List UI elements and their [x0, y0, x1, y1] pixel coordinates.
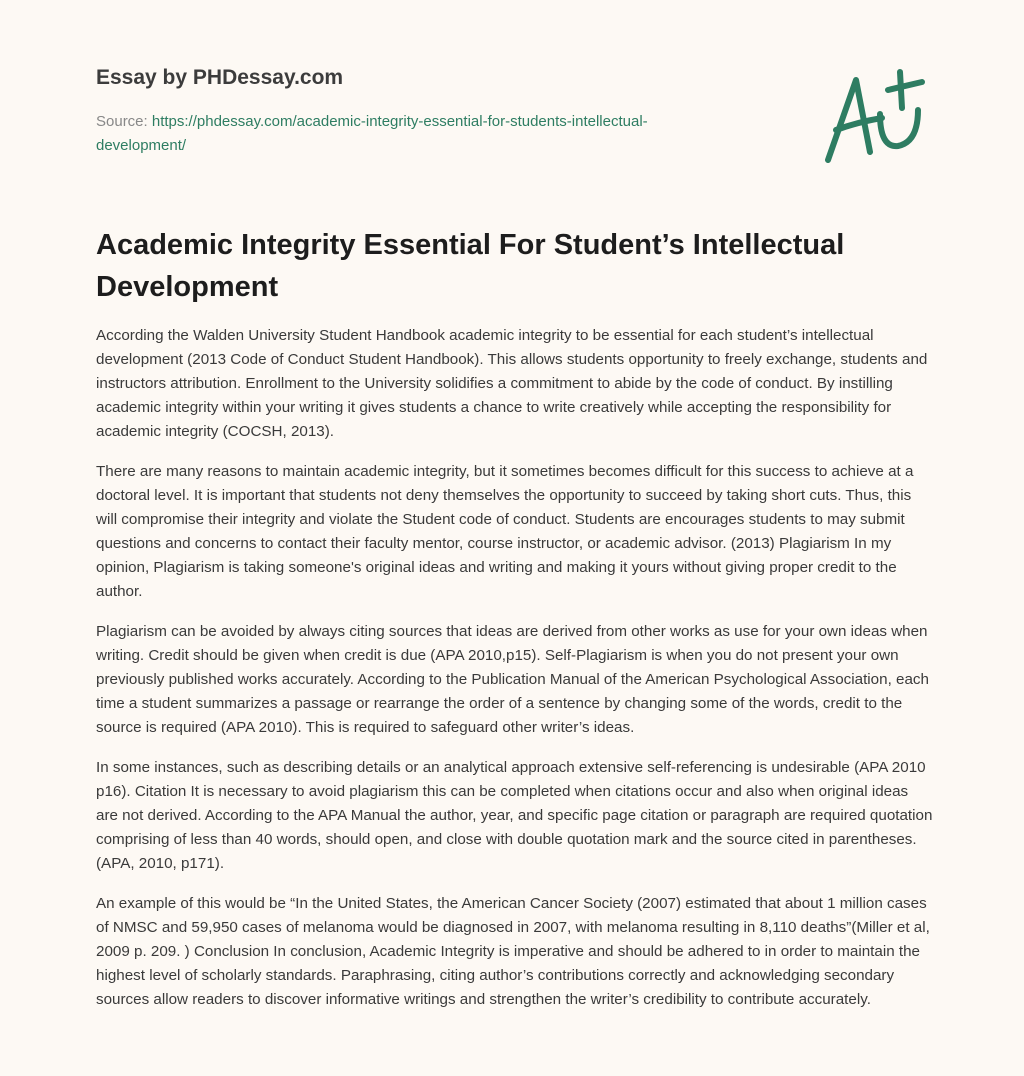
paragraph: In some instances, such as describing details or an analytical approach extensive self-referencing is undesirable (APA 2010 p16). Citation It is necessary to avoid plagiarism this can be completed when citations occur and also when original ideas are not derived. According to the APA Manual the author, year, and specific page citation or paragraph are required quotation comprising of less than 40 words, should open, and close with double quotation mark and the source cited in parentheses. (APA, 2010, p171). [96, 759, 933, 872]
source-label: Source: [96, 113, 148, 130]
article-title: Academic Integrity Essential For Student’s Intellectual Development [96, 229, 845, 303]
source-line [96, 110, 736, 158]
source-link[interactable]: https://phdessay.com/academic-integrity-essential-for-students-intellectual-development/ [96, 113, 648, 154]
paragraph: Plagiarism can be avoided by always citing sources that ideas are derived from other works as use for your own ideas when writing. Credit should be given when credit is due (APA 2010,p15). Self-Plagiarism is when you do not present your own previously published works accurately. According to the Publication Manual of the American Psychological Association, each time a student summarizes a passage or rearrange the order of a sentence by changing some of the words, credit to the source is required (APA 2010). This is required to safeguard other writer’s ideas. [96, 623, 929, 736]
paragraph: An example of this would be “In the United States, the American Cancer Society (2007) estimated that about 1 million cases of NMSC and 59,950 cases of melanoma would be diagnosed in 2007, with melanoma resulting in 8,110 deaths”(Miller et al, 2009 p. 209. ) Conclusion In conclusion, Academic Integrity is imperative and should be adhered to in order to maintain the highest level of scholarly standards. Paraphrasing, citing author’s contributions correctly and acknowledging secondary sources allow readers to discover informative writings and strengthen the writer’s credibility to contribute accurately. [96, 895, 930, 1008]
article-body [96, 324, 934, 1028]
site-brand: Essay by PHDessay.com [96, 66, 344, 89]
paragraph: There are many reasons to maintain academic integrity, but it sometimes becomes difficult for this success to achieve at a doctoral level. It is important that students not deny themselves the opportunity to succeed by taking short cuts. Thus, this will compromise their integrity and violate the Student code of conduct. Students are encourages students to may submit questions and concerns to contact their faculty mentor, course instructor, or academic advisor. (2013) Plagiarism In my opinion, Plagiarism is taking someone's original ideas and writing and making it yours without giving proper credit to the author. [96, 463, 914, 600]
a-plus-logo-icon [818, 68, 928, 168]
paragraph: According the Walden University Student Handbook academic integrity to be essential for each student’s intellectual development (2013 Code of Conduct Student Handbook). This allows students opportunity to freely exchange, students and instructors attribution. Enrollment to the University solidifies a commitment to abide by the code of conduct. By instilling academic integrity within your writing it gives students a chance to write creatively while accepting the responsibility for academic integrity (COCSH, 2013). [96, 327, 928, 440]
